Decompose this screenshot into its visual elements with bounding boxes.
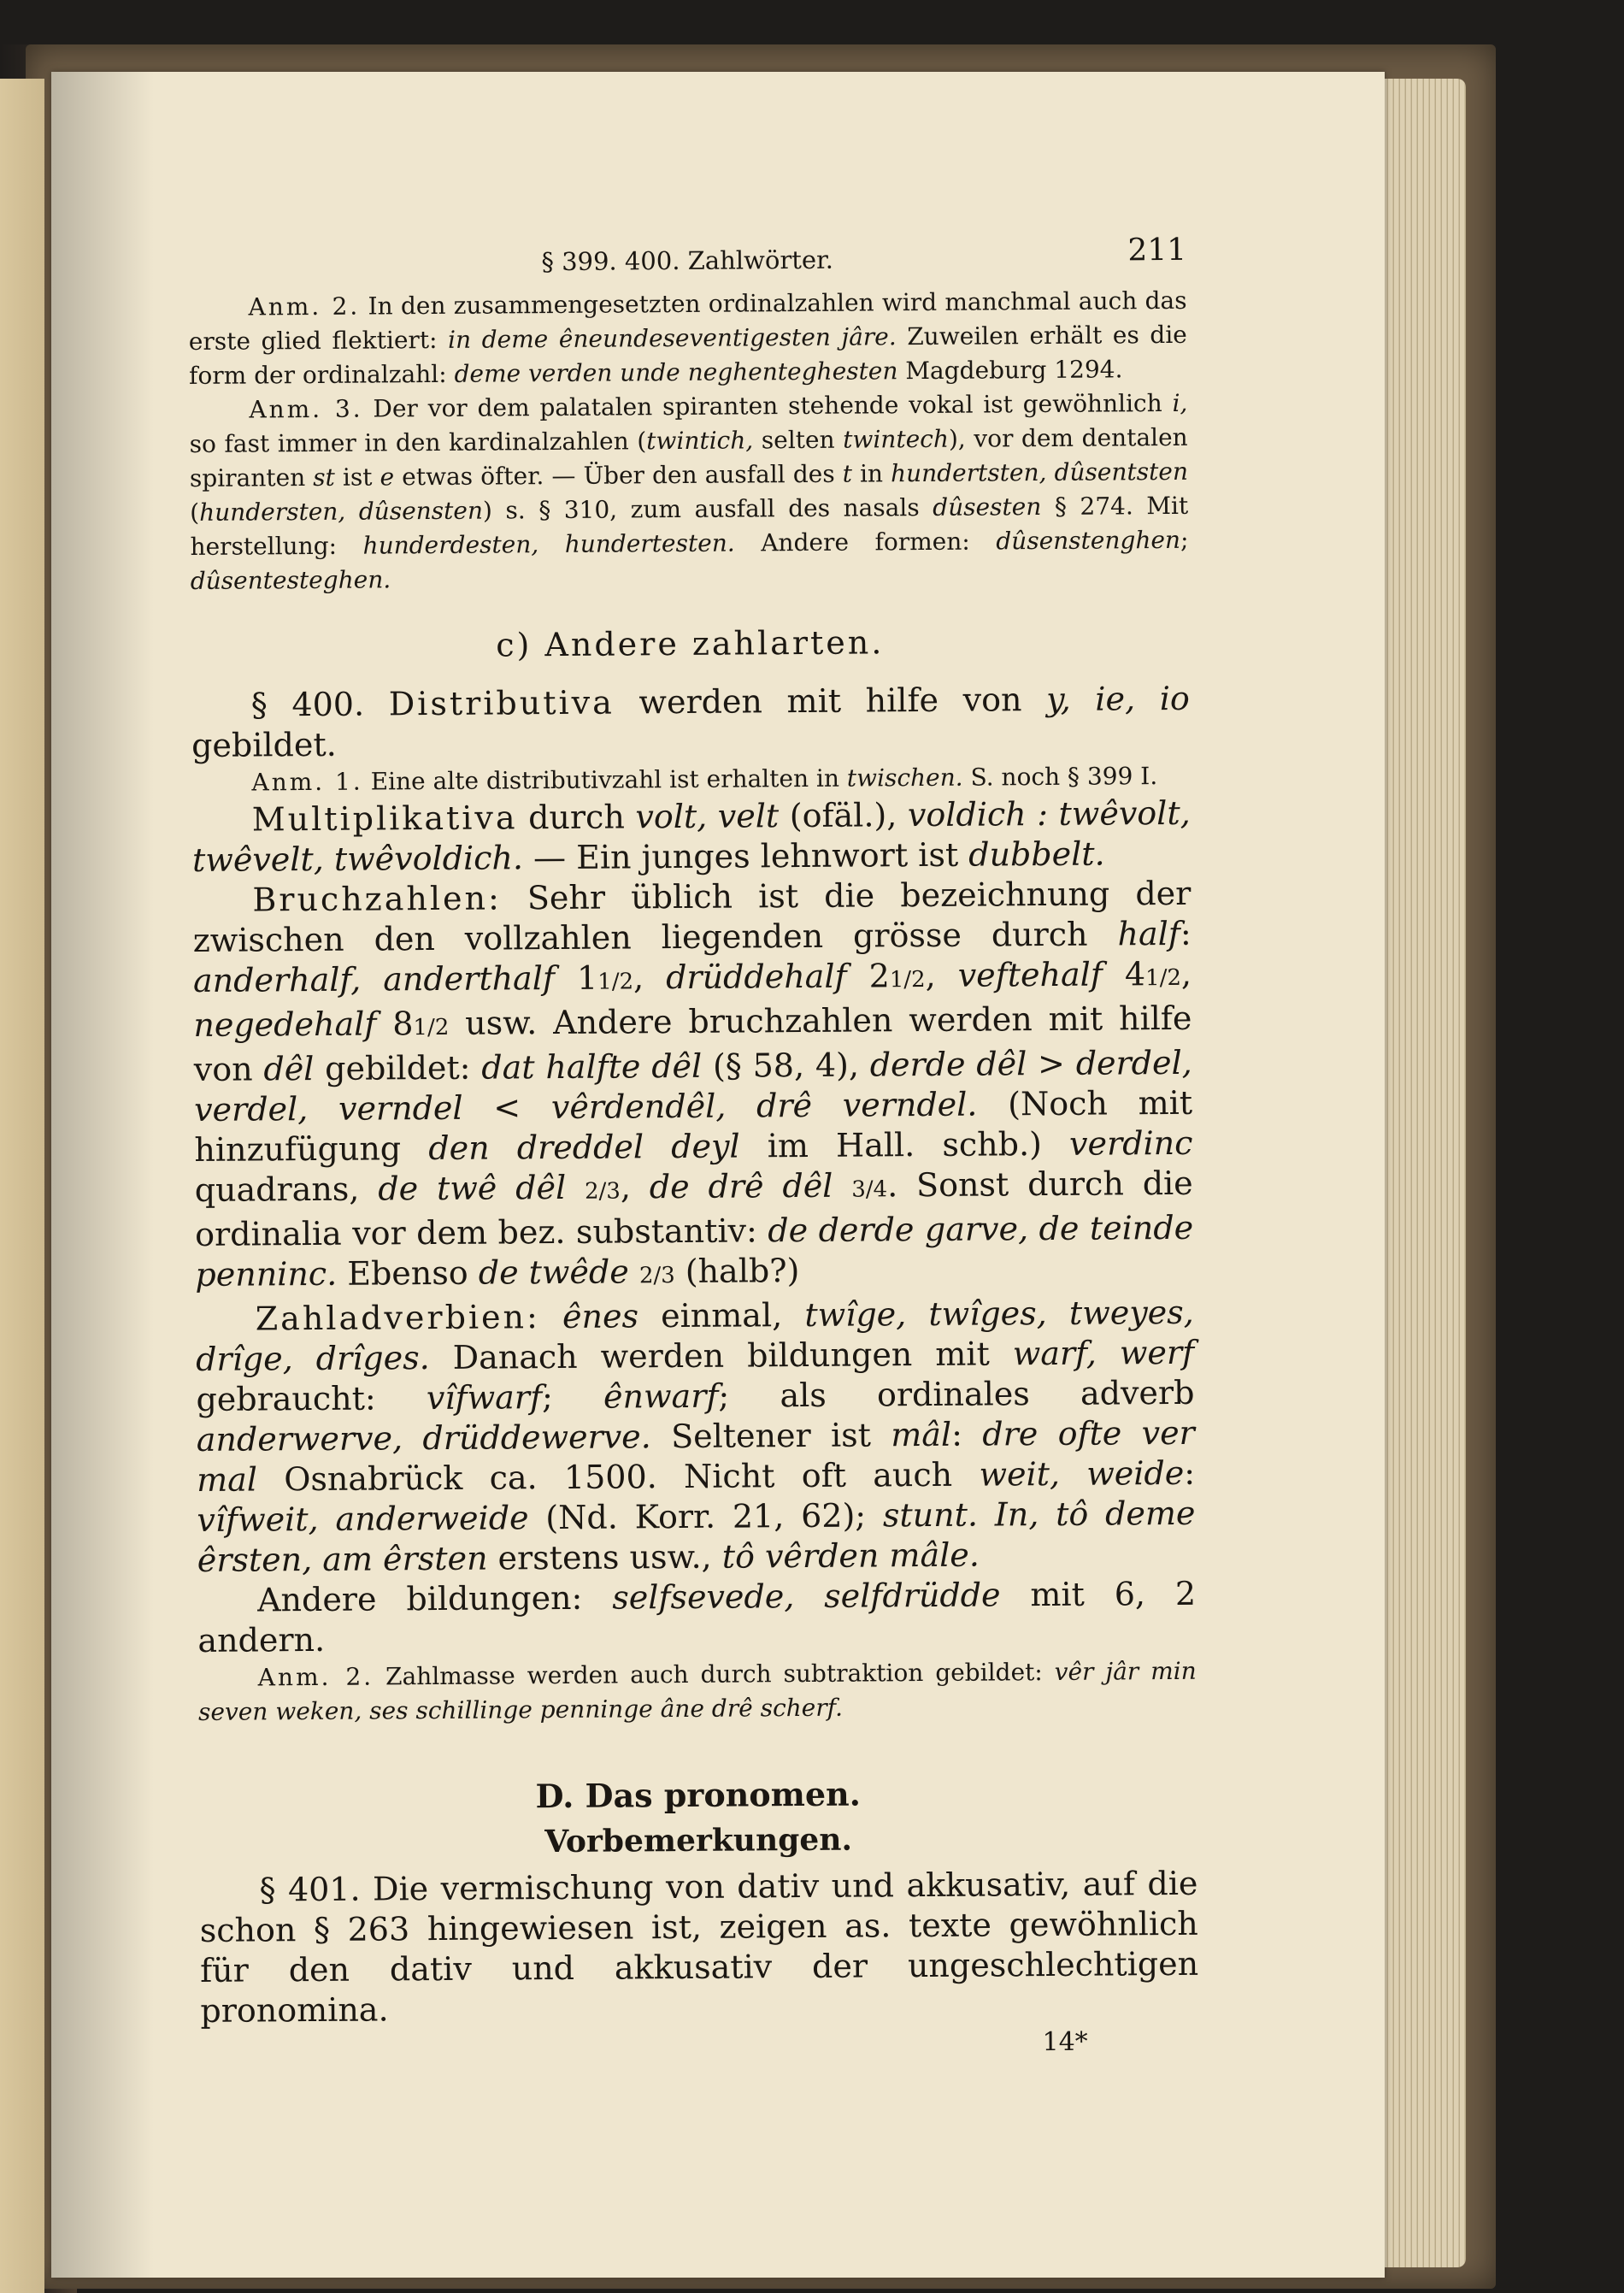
- text-run: ,: [1180, 954, 1192, 993]
- text-run: 2: [846, 957, 890, 995]
- term: Bruchzahlen:: [252, 879, 502, 919]
- section-heading-d: D. Das pronomen.: [535, 1774, 862, 1816]
- italic-run: stunt. In, tô deme êrsten, am êrsten: [197, 1494, 1196, 1579]
- italic-run: negedehalf: [193, 1005, 377, 1044]
- text-run: (§ 58, 4),: [702, 1046, 870, 1085]
- text-run: Andere formen:: [734, 527, 997, 557]
- paragraph-zahladverbien: [196, 1293, 1196, 1581]
- text-run: (Noch mit hinzufügung: [194, 1083, 1193, 1169]
- italic-run: twintich,: [646, 426, 754, 456]
- paragraph-401: [199, 1864, 1198, 2031]
- paragraph-bruchzahlen: [192, 874, 1193, 1300]
- text-run: [566, 1169, 585, 1206]
- text-run: durch: [517, 798, 636, 837]
- text-run: — Ein junges lehnwort ist: [522, 835, 969, 877]
- text-run: ) s. § 310, zum ausfall des nasals: [482, 492, 933, 525]
- text-run: ;: [1180, 525, 1189, 554]
- text-run: Der vor dem palatalen spiranten stehende vokal ist gewöhnlich: [362, 388, 1173, 423]
- italic-run: twîge, twîges, tweyes, drîge, drîges.: [195, 1293, 1194, 1378]
- term: Multiplikativa: [251, 799, 518, 839]
- note-label: Anm. 3.: [249, 394, 363, 424]
- section-number: § 400.: [250, 685, 365, 724]
- fraction: 2/3: [584, 1178, 621, 1205]
- fraction: 1/2: [889, 966, 926, 993]
- text-run: ,: [925, 956, 958, 994]
- italic-run: dûsenstenghen: [996, 525, 1181, 556]
- subheading-vorbemerkungen: Vorbemerkungen.: [544, 1821, 853, 1860]
- text-run: :: [1184, 1453, 1196, 1492]
- italic-run: de derde garve, de teinde penninc.: [195, 1208, 1194, 1294]
- text-run: gebraucht:: [196, 1379, 427, 1418]
- text-run: [540, 1298, 563, 1335]
- italic-run: deme verden unde neghenteghesten: [454, 357, 898, 388]
- text-run: erstens usw.,: [487, 1537, 722, 1577]
- text-run: so fast immer in den kardinalzahlen (: [189, 427, 647, 458]
- fraction: 1/2: [1145, 964, 1182, 992]
- text-run: gebildet:: [314, 1048, 482, 1088]
- text-run: ,: [633, 958, 667, 997]
- italic-run: hunderdesten, hundertesten.: [362, 528, 735, 560]
- left-page-edge: [0, 79, 44, 2293]
- text-run: Andere bildungen:: [256, 1578, 613, 1619]
- text-run: (: [190, 498, 200, 527]
- italic-run: dubbelt.: [968, 834, 1105, 874]
- italic-run: voldich : twêvolt, twêvelt, twêvoldich.: [191, 793, 1191, 879]
- text-run: in: [851, 459, 891, 488]
- italic-run: drüddehalf: [665, 957, 847, 997]
- italic-run: in deme êneundeseventigesten jâre.: [447, 322, 897, 354]
- italic-run: dre ofte ver mal: [196, 1413, 1195, 1499]
- term: Zahladverbien:: [255, 1298, 540, 1338]
- text-run: mit 6, 2 andern.: [197, 1574, 1197, 1659]
- text-run: Zuweilen erhält es die form der ordinalzahl:: [188, 320, 1187, 390]
- italic-run: twischen.: [846, 763, 963, 793]
- text-run: (Nd. Korr. 21, 62);: [528, 1496, 884, 1537]
- italic-run: i,: [1172, 388, 1188, 417]
- text-run: etwas öfter. — Über den ausfall des: [394, 459, 843, 492]
- text-run: Ebenso: [337, 1253, 479, 1293]
- italic-run: de twêde: [478, 1253, 629, 1292]
- italic-run: dûsesten: [933, 492, 1042, 522]
- italic-run: ênes: [562, 1297, 639, 1335]
- italic-run: anderhalf, anderthalf: [192, 959, 556, 999]
- note-anm-3: [189, 386, 1189, 598]
- italic-run: warf, werf: [1012, 1333, 1195, 1373]
- page-text: [188, 233, 1199, 2066]
- text-run: Zahlmasse werden auch durch subtraktion gebildet:: [374, 1657, 1055, 1691]
- text-run: 8: [376, 1005, 414, 1043]
- note-label: Anm. 2.: [248, 292, 361, 321]
- paragraph-andere-bildungen: [197, 1574, 1197, 1661]
- text-run: 4: [1102, 955, 1146, 993]
- text-run: im Hall. schb.): [739, 1124, 1070, 1165]
- italic-run: dûsentesteghen.: [190, 565, 391, 595]
- signature-mark: 14*: [1042, 2026, 1088, 2058]
- text-run: Osnabrück ca. 1500. Nicht oft auch: [256, 1455, 980, 1499]
- text-run: usw. Andere bruchzahlen werden mit hilfe von: [193, 999, 1192, 1088]
- italic-run: twintech: [843, 424, 950, 454]
- note-anm-2-zahlmasse: [198, 1654, 1197, 1730]
- italic-run: ênwarf: [603, 1376, 719, 1416]
- italic-run: de twê dêl: [378, 1168, 567, 1208]
- text-run: [629, 1253, 639, 1290]
- paragraph-400: [191, 679, 1191, 766]
- italic-run: derde dêl > derdel, verdel, verndel < vêrdendêl, drê verndel.: [193, 1043, 1192, 1129]
- text-run: werden mit hilfe von: [614, 681, 1047, 722]
- italic-run: vêr jâr min seven weken, ses schillinge penninge âne drê scherf.: [197, 1656, 1197, 1726]
- fraction: 2/3: [638, 1263, 675, 1289]
- italic-run: half: [1117, 914, 1181, 953]
- text-run: gebildet.: [191, 725, 337, 764]
- text-run: § 274. Mit herstellung:: [190, 491, 1189, 561]
- term: Distributiva: [388, 683, 615, 723]
- text-run: ist: [334, 463, 380, 492]
- text-run: In den zusammengesetzten ordinalzahlen wird manchmal auch das erste glied flektiert:: [188, 286, 1187, 356]
- italic-run: de drê dêl: [649, 1166, 833, 1206]
- text-run: :: [1180, 914, 1192, 952]
- text-run: einmal,: [638, 1295, 805, 1335]
- italic-run: den dreddel deyl: [428, 1127, 740, 1168]
- text-run: 1: [554, 958, 598, 998]
- text-run: (halb?): [674, 1252, 800, 1291]
- text-run: ; als ordinales adverb: [718, 1373, 1195, 1415]
- text-run: ;: [541, 1377, 604, 1417]
- italic-run: dat halfte dêl: [481, 1046, 703, 1087]
- italic-run: t: [842, 459, 853, 488]
- italic-run: vîfwarf: [426, 1378, 543, 1418]
- italic-run: tô vêrden mâle.: [721, 1536, 980, 1576]
- running-header: [188, 233, 1186, 291]
- fraction: 1/2: [597, 969, 634, 995]
- italic-run: y, ie, io: [1046, 679, 1190, 719]
- text-run: [833, 1167, 851, 1205]
- text-run: Eine alte distributivzahl ist erhalten in: [362, 763, 847, 796]
- fraction: 3/4: [851, 1176, 888, 1203]
- text-run: selten: [753, 425, 844, 455]
- text-run: ), vor dem dentalen spiranten: [189, 422, 1188, 492]
- italic-run: weit, weide: [979, 1453, 1185, 1494]
- fraction: 1/2: [413, 1014, 450, 1041]
- text-run: S. noch § 399 I.: [962, 762, 1158, 792]
- text-run: quadrans,: [194, 1170, 379, 1209]
- text-run: Magdeburg 1294.: [897, 355, 1123, 386]
- italic-run: hundersten, dûsensten: [199, 496, 484, 527]
- text-run: Die vermischung von dativ und akkusativ, auf die schon § 263 hingewiesen ist, zeigen as. texte gewöhnlich für den dativ und akkusativ der ungeschlechtigen pronomina.: [199, 1864, 1199, 2030]
- paragraph-multiplikativa: [192, 793, 1192, 881]
- page-gutter-shadow: [51, 72, 154, 2278]
- italic-run: volt, velt: [635, 797, 780, 836]
- page-stack-edge: [1376, 79, 1466, 2267]
- text-run: Danach werden bildungen mit: [429, 1335, 1013, 1377]
- note-anm-2: [188, 284, 1187, 393]
- italic-run: dêl: [263, 1049, 315, 1088]
- text-run: Seltener ist: [650, 1416, 891, 1456]
- text-run: (ofäl.),: [779, 796, 909, 835]
- text-run: ,: [620, 1168, 650, 1206]
- italic-run: veftehalf: [957, 955, 1103, 994]
- italic-run: vîfweit, anderweide: [197, 1499, 529, 1539]
- italic-run: selfsevede, selfdrüdde: [612, 1576, 1001, 1617]
- text-run: Sehr üblich ist die bezeichnung der zwischen den vollzahlen liegenden grösse durch: [192, 874, 1192, 959]
- italic-run: verdinc: [1068, 1123, 1193, 1163]
- text-run: :: [950, 1415, 983, 1453]
- header-title: § 399. 400. Zahlwörter.: [541, 245, 834, 277]
- note-label: Anm. 1.: [251, 767, 363, 797]
- italic-run: hundertsten, dûsentsten: [890, 457, 1189, 488]
- italic-run: e: [380, 463, 395, 492]
- page-number: 211: [1127, 232, 1187, 268]
- note-label: Anm. 2.: [257, 1662, 374, 1692]
- italic-run: st: [313, 463, 335, 492]
- section-heading-c: c) Andere zahlarten.: [496, 623, 885, 664]
- section-number: § 401.: [259, 1870, 361, 1909]
- text-run: . Sonst durch die ordinalia vor dem bez. substantiv:: [194, 1164, 1193, 1253]
- italic-run: anderwerve, drüddewerve.: [196, 1418, 651, 1459]
- italic-run: mâl: [891, 1415, 952, 1454]
